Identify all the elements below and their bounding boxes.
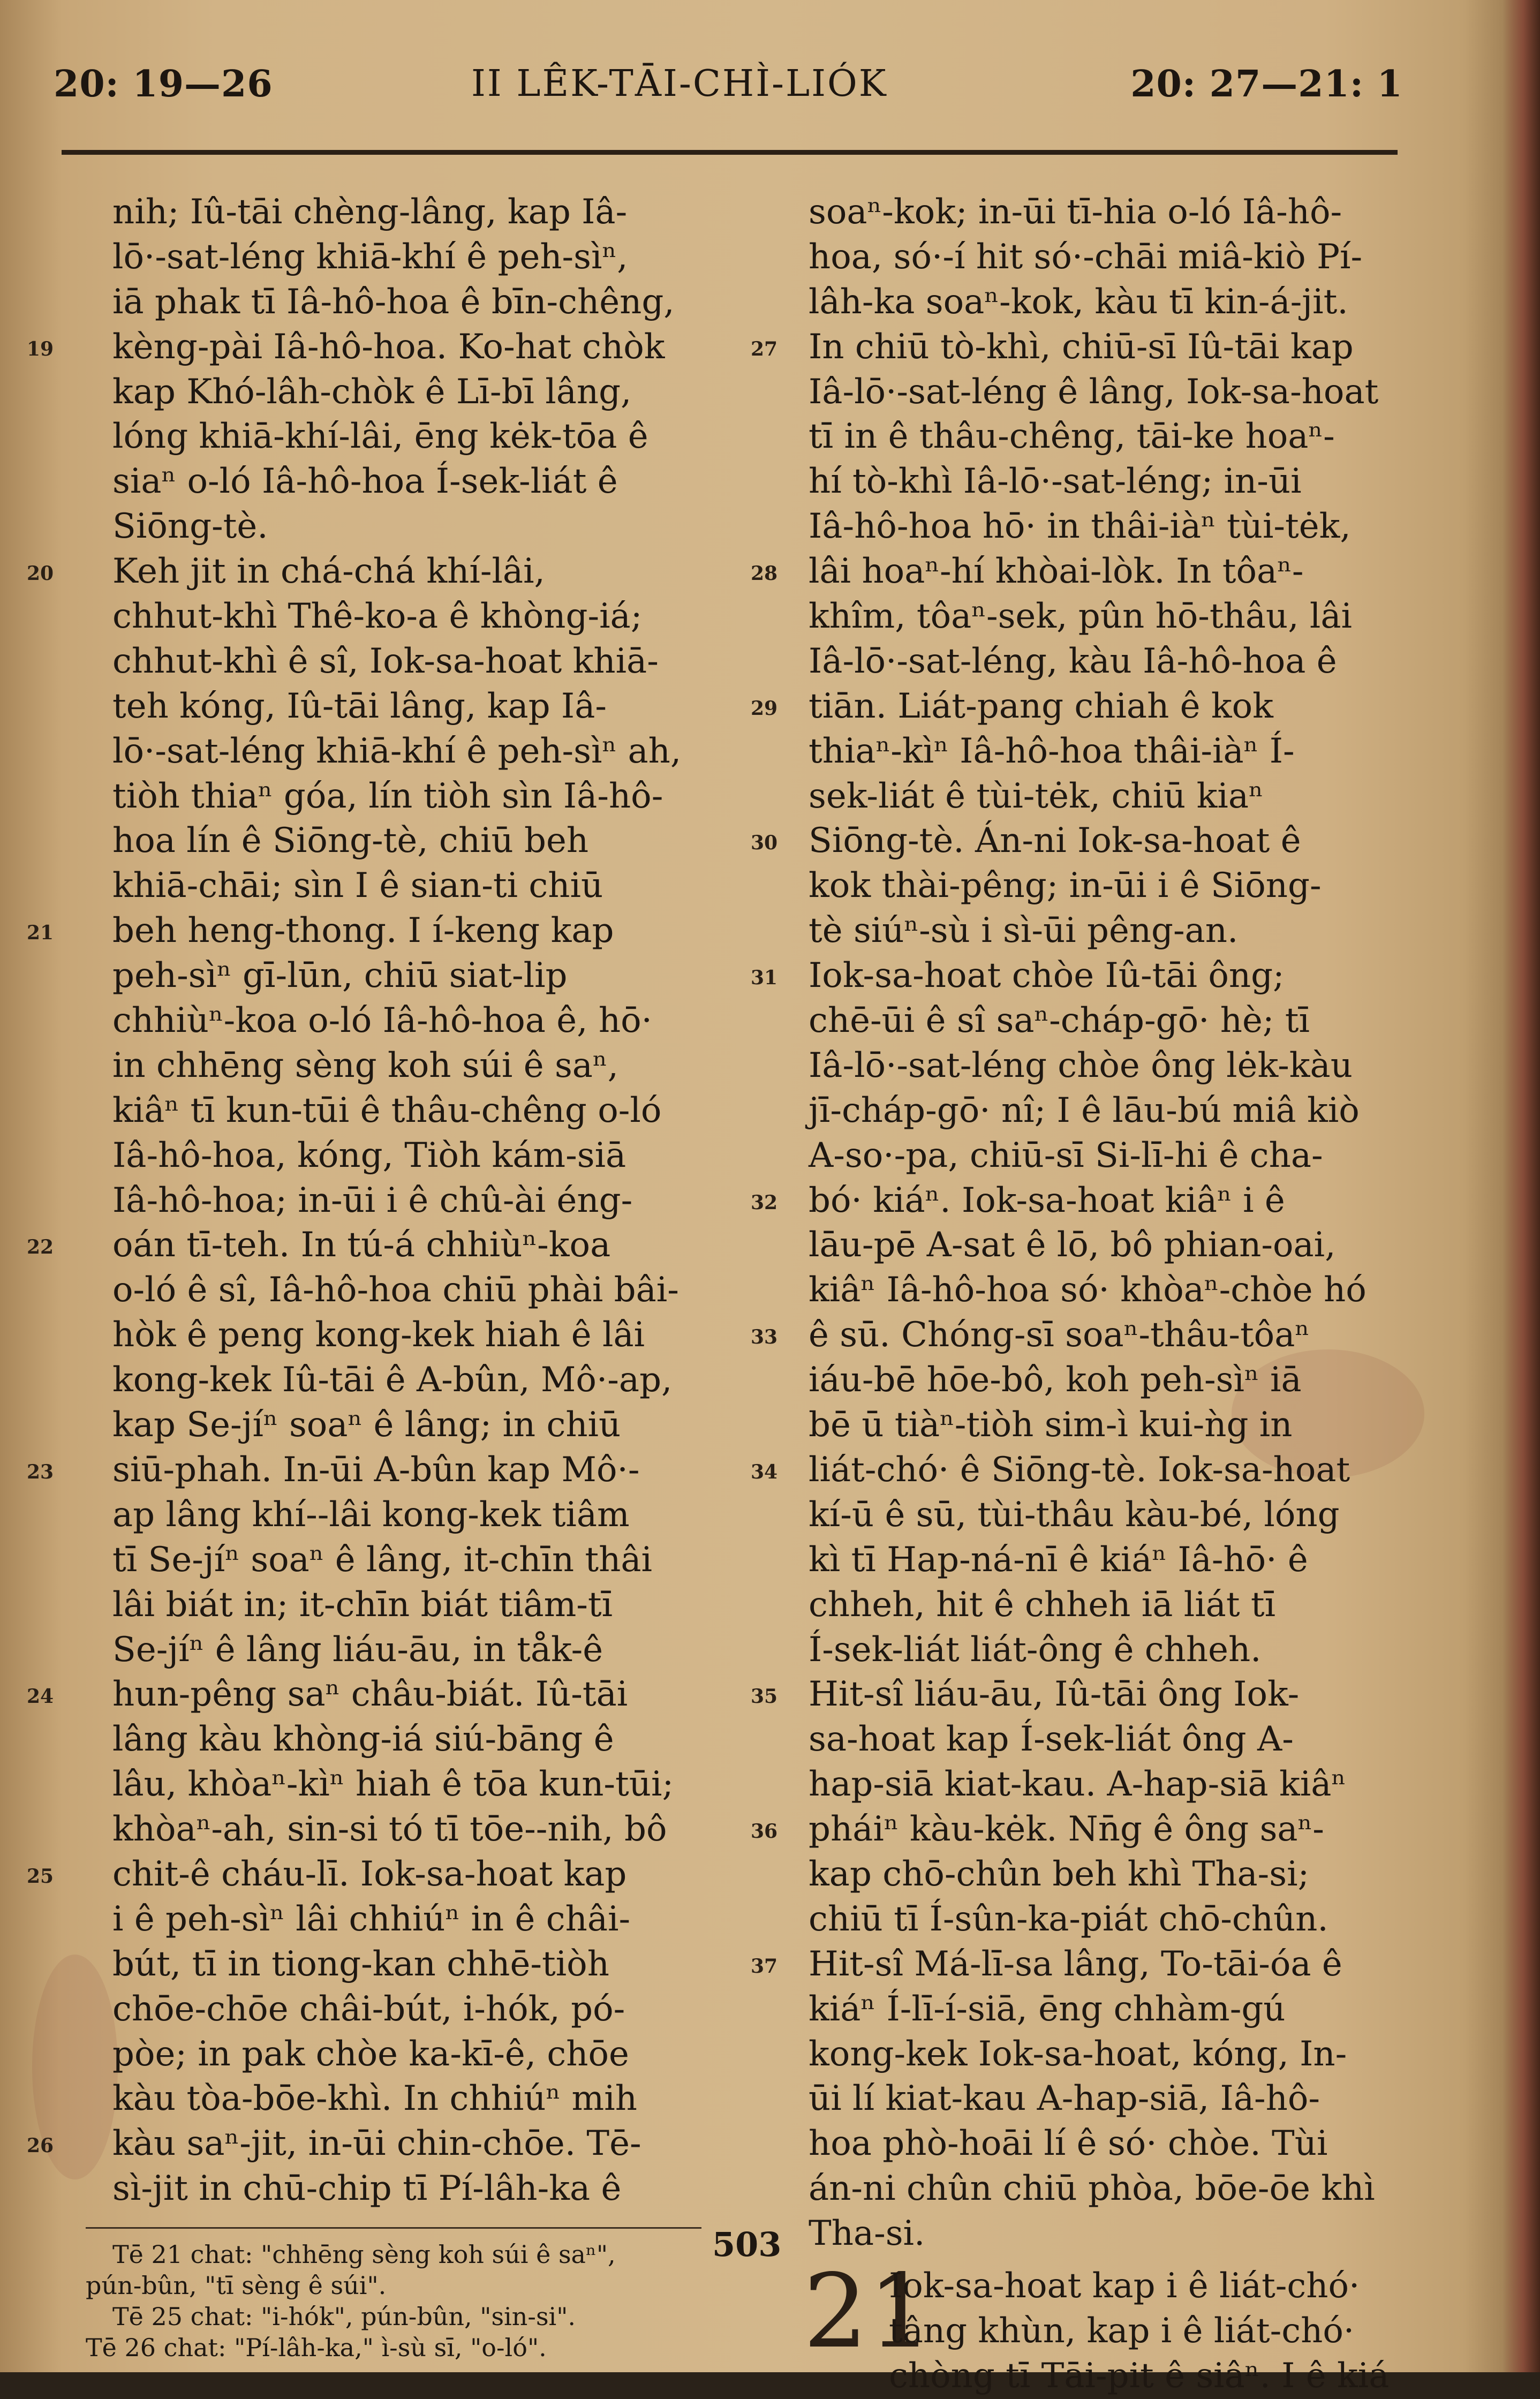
text-line bbox=[809, 1897, 1403, 1942]
verse-text: chōe-chōe châi-bút, i-hók, pó- bbox=[112, 1989, 625, 2029]
verse-text: Iâ-hô-hoa hō· in thâi-iàⁿ tùi-tėk, bbox=[809, 507, 1351, 547]
verse-text: án-ni chûn chiū phòa, bōe-ōe khì bbox=[809, 2169, 1375, 2209]
text-line bbox=[809, 235, 1403, 280]
verse-text: khòaⁿ-ah, sin-si tó tī tōe--nih, bô bbox=[112, 1809, 667, 1850]
verse-text: bó· kiáⁿ. Iok-sa-hoat kiâⁿ i ê bbox=[809, 1180, 1285, 1220]
verse-text: lâi biát in; it-chīn biát tiâm-tī bbox=[112, 1585, 613, 1625]
header-book-title: II LÊK-TĀI-CHÌ-LIÓK bbox=[471, 63, 888, 105]
verse-number: 34 bbox=[751, 1460, 778, 1483]
verse-text: bē ū tiàⁿ-tiòh sim-ì kui-ǹg in bbox=[809, 1405, 1293, 1445]
verse-text: Í-sek-liát liát-ông ê chheh. bbox=[809, 1629, 1262, 1670]
verse-text: hòk ê peng kong-kek hiah ê lâi bbox=[112, 1315, 645, 1355]
text-line bbox=[751, 1448, 1403, 1493]
verse-text: chheh, hit ê chheh iā liát tī bbox=[809, 1585, 1276, 1625]
verse-text: chhut-khì Thê-ko-a ê khòng-iá; bbox=[112, 597, 643, 637]
text-line bbox=[809, 1268, 1403, 1313]
footnote-separator bbox=[86, 2227, 701, 2229]
chapter-text-line: chòng tī Tāi-pit ê siâⁿ. I ê kiá bbox=[889, 2356, 1390, 2396]
text-line bbox=[112, 1493, 755, 1538]
text-line bbox=[809, 414, 1403, 459]
verse-text: hoa phò-hoāi lí ê só· chòe. Tùi bbox=[809, 2124, 1328, 2164]
chapter-number: 21 bbox=[803, 2252, 933, 2371]
verse-text: nih; Iû-tāi chèng-lâng, kap Iâ- bbox=[112, 192, 628, 232]
verse-text: kong-kek Iû-tāi ê A-bûn, Mô·-ap, bbox=[112, 1360, 673, 1400]
text-line bbox=[809, 1044, 1403, 1089]
verse-text: sì-jit in chū-chip tī Pí-lâh-ka ê bbox=[112, 2169, 622, 2209]
text-line bbox=[112, 504, 755, 549]
chapter-start bbox=[803, 2252, 1403, 2399]
verse-text: kap Se-jíⁿ soaⁿ ê lâng; in chiū bbox=[112, 1405, 621, 1445]
verse-text: kàu tòa-bōe-khì. In chhiúⁿ mih bbox=[112, 2079, 637, 2119]
verse-text: beh heng-thong. I í-keng kap bbox=[112, 911, 614, 951]
verse-number: 32 bbox=[751, 1191, 778, 1214]
verse-text: lâi hoaⁿ-hí khòai-lòk. In tôaⁿ- bbox=[809, 552, 1304, 592]
header-right-ref: 20: 27—21: 1 bbox=[1130, 63, 1403, 105]
text-line bbox=[27, 1852, 755, 1897]
verse-text: khiā-chāi; sìn I ê sian-ti chiū bbox=[112, 866, 603, 906]
verse-text: chit-ê cháu-lī. Iok-sa-hoat kap bbox=[112, 1854, 627, 1894]
text-line bbox=[112, 1762, 755, 1807]
text-line bbox=[809, 1358, 1403, 1403]
text-line bbox=[751, 684, 1403, 729]
verse-text: kap chō-chûn beh khì Tha-si; bbox=[809, 1854, 1310, 1894]
footnote-line: pún-bûn, "tī sèng ê súi". bbox=[86, 2270, 387, 2300]
text-line bbox=[751, 1672, 1403, 1717]
text-line bbox=[809, 1583, 1403, 1628]
verse-number: 29 bbox=[751, 697, 778, 720]
verse-text: Hit-sî Má-lī-sa lâng, To-tāi-óa ê bbox=[809, 1944, 1342, 1984]
verse-text: In chiū tò-khì, chiū-sī Iû-tāi kap bbox=[809, 327, 1354, 367]
verse-text: Tha-si. bbox=[809, 2214, 925, 2254]
left-column bbox=[27, 190, 755, 2212]
text-line bbox=[809, 1987, 1403, 2032]
verse-text: hun-pêng saⁿ châu-biát. Iû-tāi bbox=[112, 1674, 628, 1715]
verse-text: pòe; in pak chòe ka-kī-ê, chōe bbox=[112, 2034, 629, 2074]
text-line bbox=[112, 729, 755, 774]
verse-text: kiáⁿ Í-lī-í-siā, ēng chhàm-gú bbox=[809, 1989, 1286, 2029]
verse-number: 30 bbox=[751, 832, 778, 855]
text-line bbox=[112, 1134, 755, 1179]
text-line bbox=[809, 594, 1403, 639]
verse-text: kiâⁿ tī kun-tūi ê thâu-chêng o-ló bbox=[112, 1090, 662, 1130]
text-line bbox=[751, 954, 1403, 999]
verse-text: thiaⁿ-kìⁿ Iâ-hô-hoa thâi-iàⁿ Í- bbox=[809, 731, 1295, 771]
verse-number: 33 bbox=[751, 1326, 778, 1349]
text-line bbox=[112, 594, 755, 639]
verse-text: sek-liát ê tùi-tėk, chiū kiaⁿ bbox=[809, 776, 1264, 816]
text-line bbox=[27, 909, 755, 954]
text-line bbox=[112, 2167, 755, 2212]
verse-text: ê sū. Chóng-sī soaⁿ-thâu-tôaⁿ bbox=[809, 1315, 1310, 1355]
verse-text: hí tò-khì Iâ-lō·-sat-léng; in-ūi bbox=[809, 462, 1302, 502]
verse-text: Iâ-lō·-sat-léng, kàu Iâ-hô-hoa ê bbox=[809, 641, 1337, 681]
page-edge bbox=[1503, 0, 1540, 2372]
verse-number: 35 bbox=[751, 1685, 778, 1708]
verse-text: siū-phah. In-ūi A-bûn kap Mô·- bbox=[112, 1450, 640, 1490]
text-line bbox=[809, 280, 1403, 325]
verse-text: lāu-pē A-sat ê lō, bô phian-oai, bbox=[809, 1225, 1336, 1265]
verse-text: ap lâng khí--lâi kong-kek tiâm bbox=[112, 1495, 630, 1535]
text-line bbox=[27, 1223, 755, 1268]
text-line bbox=[112, 1628, 755, 1673]
text-line bbox=[27, 325, 755, 370]
text-line bbox=[751, 1179, 1403, 1224]
text-line bbox=[112, 190, 755, 235]
verse-number: 24 bbox=[27, 1685, 54, 1708]
verse-text: Se-jíⁿ ê lâng liáu-āu, in tåk-ê bbox=[112, 1629, 603, 1670]
verse-text: lō·-sat-léng khiā-khí ê peh-sìⁿ ah, bbox=[112, 731, 682, 771]
verse-text: Iâ-hô-hoa, kóng, Tiòh kám-siā bbox=[112, 1135, 626, 1175]
verse-number: 20 bbox=[27, 562, 54, 585]
verse-number: 22 bbox=[27, 1236, 54, 1259]
text-line bbox=[112, 774, 755, 819]
verse-text: Iok-sa-hoat chòe Iû-tāi ông; bbox=[809, 956, 1285, 996]
text-line bbox=[809, 999, 1403, 1044]
text-line bbox=[809, 1403, 1403, 1448]
text-line bbox=[112, 639, 755, 684]
text-line bbox=[751, 819, 1403, 864]
verse-text: oán tī-teh. In tú-á chhiùⁿ-koa bbox=[112, 1225, 611, 1265]
text-line bbox=[27, 1672, 755, 1717]
text-line bbox=[112, 1807, 755, 1852]
text-line bbox=[112, 954, 755, 999]
verse-text: siaⁿ o-ló Iâ-hô-hoa Í-sek-liát ê bbox=[112, 462, 618, 502]
verse-text: lō·-sat-léng khiā-khí ê peh-sìⁿ, bbox=[112, 237, 628, 277]
text-line bbox=[112, 1987, 755, 2032]
text-line bbox=[112, 370, 755, 415]
verse-text: Iâ-hô-hoa; in-ūi i ê chû-ài éng- bbox=[112, 1180, 633, 1220]
text-line bbox=[809, 2077, 1403, 2122]
verse-text: kiâⁿ Iâ-hô-hoa só· khòaⁿ-chòe hó bbox=[809, 1270, 1367, 1310]
text-line bbox=[809, 459, 1403, 504]
verse-number: 25 bbox=[27, 1865, 54, 1888]
text-line bbox=[751, 325, 1403, 370]
verse-number: 36 bbox=[751, 1820, 778, 1843]
verse-text: sa-hoat kap Í-sek-liát ông A- bbox=[809, 1719, 1294, 1760]
footnote-line: Tē 26 chat: "Pí-lâh-ka," ì-sù sī, "o-ló". bbox=[86, 2333, 547, 2362]
verse-text: tiòh thiaⁿ góa, lín tiòh sìn Iâ-hô- bbox=[112, 776, 663, 816]
text-line bbox=[112, 1942, 755, 1987]
text-line bbox=[809, 2032, 1403, 2077]
verse-text: kì tī Hap-ná-nī ê kiáⁿ Iâ-hō· ê bbox=[809, 1540, 1308, 1580]
verse-text: Iâ-lō·-sat-léng ê lâng, Iok-sa-hoat bbox=[809, 372, 1379, 412]
header-rule bbox=[62, 150, 1398, 155]
verse-text: soaⁿ-kok; in-ūi tī-hia o-ló Iâ-hô- bbox=[809, 192, 1342, 232]
verse-text: kong-kek Iok-sa-hoat, kóng, In- bbox=[809, 2034, 1347, 2074]
text-line bbox=[809, 1628, 1403, 1673]
text-line bbox=[809, 1538, 1403, 1583]
verse-text: kok thài-pêng; in-ūi i ê Siōng- bbox=[809, 866, 1322, 906]
verse-text: tī in ê thâu-chêng, tāi-ke hoaⁿ- bbox=[809, 417, 1335, 457]
text-line bbox=[809, 504, 1403, 549]
verse-number: 21 bbox=[27, 922, 54, 945]
text-line bbox=[809, 1223, 1403, 1268]
text-line bbox=[751, 1807, 1403, 1852]
verse-number: 19 bbox=[27, 337, 54, 360]
header-left-ref: 20: 19—26 bbox=[54, 63, 273, 105]
text-line bbox=[112, 1313, 755, 1358]
text-line bbox=[809, 1089, 1403, 1134]
text-line bbox=[112, 459, 755, 504]
verse-text: iā phak tī Iâ-hô-hoa ê bīn-chêng, bbox=[112, 282, 675, 322]
text-line bbox=[112, 1897, 755, 1942]
text-line bbox=[112, 1268, 755, 1313]
verse-text: bút, tī in tiong-kan chhē-tiòh bbox=[112, 1944, 609, 1984]
verse-text: chē-ūi ê sî saⁿ-cháp-gō· hè; tī bbox=[809, 1001, 1310, 1041]
text-line bbox=[112, 864, 755, 909]
verse-text: Iâ-lō·-sat-léng chòe ông lėk-kàu bbox=[809, 1045, 1353, 1085]
text-line bbox=[809, 729, 1403, 774]
text-line bbox=[112, 235, 755, 280]
text-line bbox=[809, 774, 1403, 819]
verse-text: Hit-sî liáu-āu, Iû-tāi ông Iok- bbox=[809, 1674, 1300, 1715]
verse-number: 31 bbox=[751, 967, 778, 990]
text-line bbox=[112, 684, 755, 729]
verse-text: hap-siā kiat-kau. A-hap-siā kiâⁿ bbox=[809, 1764, 1347, 1805]
text-line bbox=[112, 1538, 755, 1583]
verse-text: o-ló ê sî, Iâ-hô-hoa chiū phài bâi- bbox=[112, 1270, 679, 1310]
verse-text: lâng kàu khòng-iá siú-bāng ê bbox=[112, 1719, 614, 1760]
text-line bbox=[112, 1089, 755, 1134]
text-line bbox=[27, 549, 755, 594]
verse-text: in chhēng sèng koh súi ê saⁿ, bbox=[112, 1045, 618, 1085]
text-line bbox=[809, 909, 1403, 954]
text-line bbox=[809, 1762, 1403, 1807]
text-line bbox=[809, 639, 1403, 684]
text-line bbox=[809, 370, 1403, 415]
verse-text: hoa lín ê Siōng-tè, chiū beh bbox=[112, 821, 589, 861]
text-line bbox=[112, 999, 755, 1044]
text-line bbox=[112, 2077, 755, 2122]
page-number: 503 bbox=[712, 2225, 782, 2264]
text-line bbox=[751, 1313, 1403, 1358]
text-line bbox=[112, 1403, 755, 1448]
verse-text: Keh jit in chá-chá khí-lâi, bbox=[112, 552, 545, 592]
text-line bbox=[751, 1942, 1403, 1987]
text-line bbox=[112, 1717, 755, 1762]
text-line bbox=[809, 2212, 1403, 2257]
text-line bbox=[809, 2122, 1403, 2167]
text-line bbox=[27, 1448, 755, 1493]
verse-text: lâh-ka soaⁿ-kok, kàu tī kin-á-jit. bbox=[809, 282, 1348, 322]
verse-text: chhut-khì ê sî, Iok-sa-hoat khiā- bbox=[112, 641, 659, 681]
text-line bbox=[112, 280, 755, 325]
text-line bbox=[809, 2167, 1403, 2212]
text-line bbox=[809, 1134, 1403, 1179]
right-column bbox=[751, 190, 1403, 2399]
footnotes bbox=[86, 2239, 755, 2363]
text-line bbox=[27, 2122, 755, 2167]
verse-text: lâu, khòaⁿ-kìⁿ hiah ê tōa kun-tūi; bbox=[112, 1764, 674, 1805]
text-line bbox=[751, 549, 1403, 594]
verse-text: kí-ū ê sū, tùi-thâu kàu-bé, lóng bbox=[809, 1495, 1340, 1535]
verse-text: tiān. Liát-pang chiah ê kok bbox=[809, 686, 1273, 726]
text-line bbox=[112, 414, 755, 459]
verse-text: Siōng-tè. Án-ni Iok-sa-hoat ê bbox=[809, 821, 1301, 861]
verse-text: peh-sìⁿ gī-lūn, chiū siat-lip bbox=[112, 956, 568, 996]
verse-text: chhiùⁿ-koa o-ló Iâ-hô-hoa ê, hō· bbox=[112, 1001, 652, 1041]
verse-text: liát-chó· ê Siōng-tè. Iok-sa-hoat bbox=[809, 1450, 1350, 1490]
text-line bbox=[112, 1179, 755, 1224]
verse-text: teh kóng, Iû-tāi lâng, kap Iâ- bbox=[112, 686, 607, 726]
verse-number: 27 bbox=[751, 337, 778, 360]
verse-text: i ê peh-sìⁿ lâi chhiúⁿ in ê châi- bbox=[112, 1899, 631, 1939]
verse-text: tī Se-jíⁿ soaⁿ ê lâng, it-chīn thâi bbox=[112, 1540, 652, 1580]
verse-text: hoa, só·-í hit só·-chāi miâ-kiò Pí- bbox=[809, 237, 1363, 277]
text-line bbox=[112, 1044, 755, 1089]
text-line bbox=[809, 190, 1403, 235]
chapter-text-line: Iok-sa-hoat kap i ê liát-chó· bbox=[889, 2266, 1360, 2306]
verse-text: pháiⁿ kàu-kėk. Nn̄g ê ông saⁿ- bbox=[809, 1809, 1324, 1850]
verse-text: kap Khó-lâh-chòk ê Lī-bī lâng, bbox=[112, 372, 632, 412]
text-line bbox=[112, 1583, 755, 1628]
text-line bbox=[809, 864, 1403, 909]
verse-text: Siōng-tè. bbox=[112, 507, 268, 547]
verse-text: ūi lí kiat-kau A-hap-siā, Iâ-hô- bbox=[809, 2079, 1320, 2119]
verse-text: kàu saⁿ-jit, in-ūi chin-chōe. Tē- bbox=[112, 2124, 641, 2164]
verse-text: kèng-pài Iâ-hô-hoa. Ko-hat chòk bbox=[112, 327, 665, 367]
chapter-text-line: tâng khùn, kap i ê liát-chó· bbox=[889, 2311, 1355, 2351]
verse-number: 23 bbox=[27, 1460, 54, 1483]
verse-text: chiū tī Í-sûn-ka-piát chō-chûn. bbox=[809, 1899, 1328, 1939]
verse-number: 28 bbox=[751, 562, 778, 585]
footnote-line: Tē 21 chat: "chhēng sèng koh súi ê saⁿ", bbox=[112, 2239, 616, 2269]
text-line bbox=[809, 1852, 1403, 1897]
text-line bbox=[112, 2032, 755, 2077]
text-line bbox=[112, 819, 755, 864]
text-line bbox=[809, 1717, 1403, 1762]
text-line bbox=[809, 1493, 1403, 1538]
verse-number: 26 bbox=[27, 2134, 54, 2157]
verse-text: jī-cháp-gō· nî; I ê lāu-bú miâ kiò bbox=[809, 1090, 1360, 1130]
text-line bbox=[112, 1358, 755, 1403]
verse-text: A-so·-pa, chiū-sī Si-lī-hi ê cha- bbox=[809, 1135, 1323, 1175]
verse-number: 37 bbox=[751, 1955, 778, 1978]
footnote-line: Tē 25 chat: "i-hók", pún-bûn, "sin-si". bbox=[112, 2302, 576, 2331]
verse-text: tè siúⁿ-sù i sì-ūi pêng-an. bbox=[809, 911, 1239, 951]
verse-text: lóng khiā-khí-lâi, ēng kėk-tōa ê bbox=[112, 417, 648, 457]
verse-text: iáu-bē hōe-bô, koh peh-sìⁿ iā bbox=[809, 1360, 1302, 1400]
verse-text: khîm, tôaⁿ-sek, pûn hō-thâu, lâi bbox=[809, 597, 1352, 637]
running-header bbox=[54, 56, 1403, 115]
